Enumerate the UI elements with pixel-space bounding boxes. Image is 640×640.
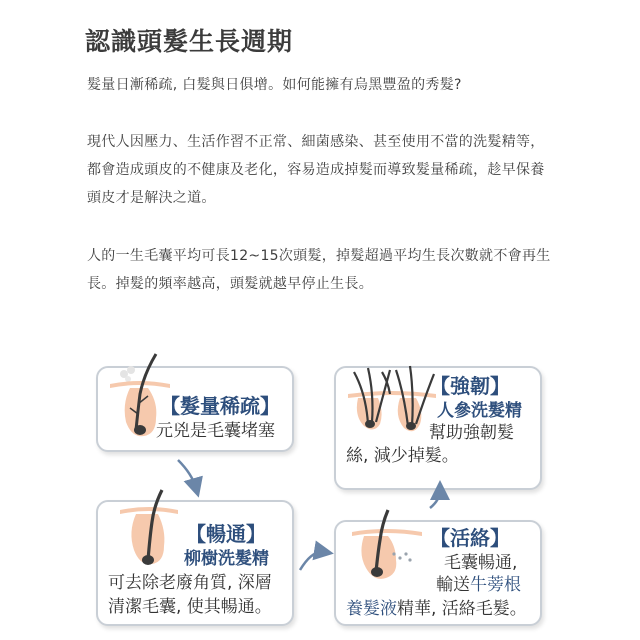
- box-activate-title: 【活絡】: [430, 526, 510, 550]
- cycle-paragraph: 人的一生毛囊平均可長12~15次頭髮，掉髮超過平均生長次數就不會再生長。掉髮的頻率越高，頭髮就越早停止生長。: [87, 248, 551, 292]
- intro-paragraph: 髮量日漸稀疏, 白髮與日俱增。如何能擁有烏黑豐盈的秀髮?: [87, 77, 462, 93]
- tonic-highlight: 養髮液: [346, 599, 397, 619]
- box-unblock-title: 【暢通】: [186, 522, 266, 546]
- box-activate-line3-suffix: 精華, 活絡毛髮。: [397, 599, 527, 619]
- box-strong-title: 【強韌】: [430, 374, 510, 398]
- box-strong-line1: 幫助強韌髮: [429, 423, 514, 443]
- box-activate-line1: 毛囊暢通,: [444, 553, 518, 573]
- box-activate-line2-prefix: 輸送: [436, 575, 470, 595]
- box-thinning-line1: 元兇是毛囊堵塞: [156, 421, 275, 441]
- box-unblock-line1: 可去除老廢角質, 深層: [108, 573, 272, 593]
- box-strong-product: 人參洗髮精: [437, 401, 522, 421]
- box-unblock-line2: 清潔毛囊, 使其暢通。: [108, 597, 272, 617]
- box-thinning-title: 【髮量稀疏】: [160, 394, 280, 418]
- arrow-unblock-to-activate: [300, 552, 324, 570]
- arrow-activate-to-strong: [430, 490, 440, 508]
- burdock-highlight: 牛蒡根: [470, 575, 521, 595]
- box-unblock-product: 柳樹洗髮精: [184, 549, 269, 569]
- cause-paragraph: 現代人因壓力、生活作習不正常、細菌感染、甚至使用不當的洗髮精等，都會造成頭皮的不健康及老化，容易造成掉髮而導致髮量稀疏，趁早保養頭皮才是解決之道。: [87, 134, 545, 206]
- arrow-thinning-to-unblock: [178, 460, 196, 488]
- page-title: 認識頭髮生長週期: [85, 27, 294, 56]
- box-strong-line2: 絲, 減少掉髮。: [346, 446, 459, 466]
